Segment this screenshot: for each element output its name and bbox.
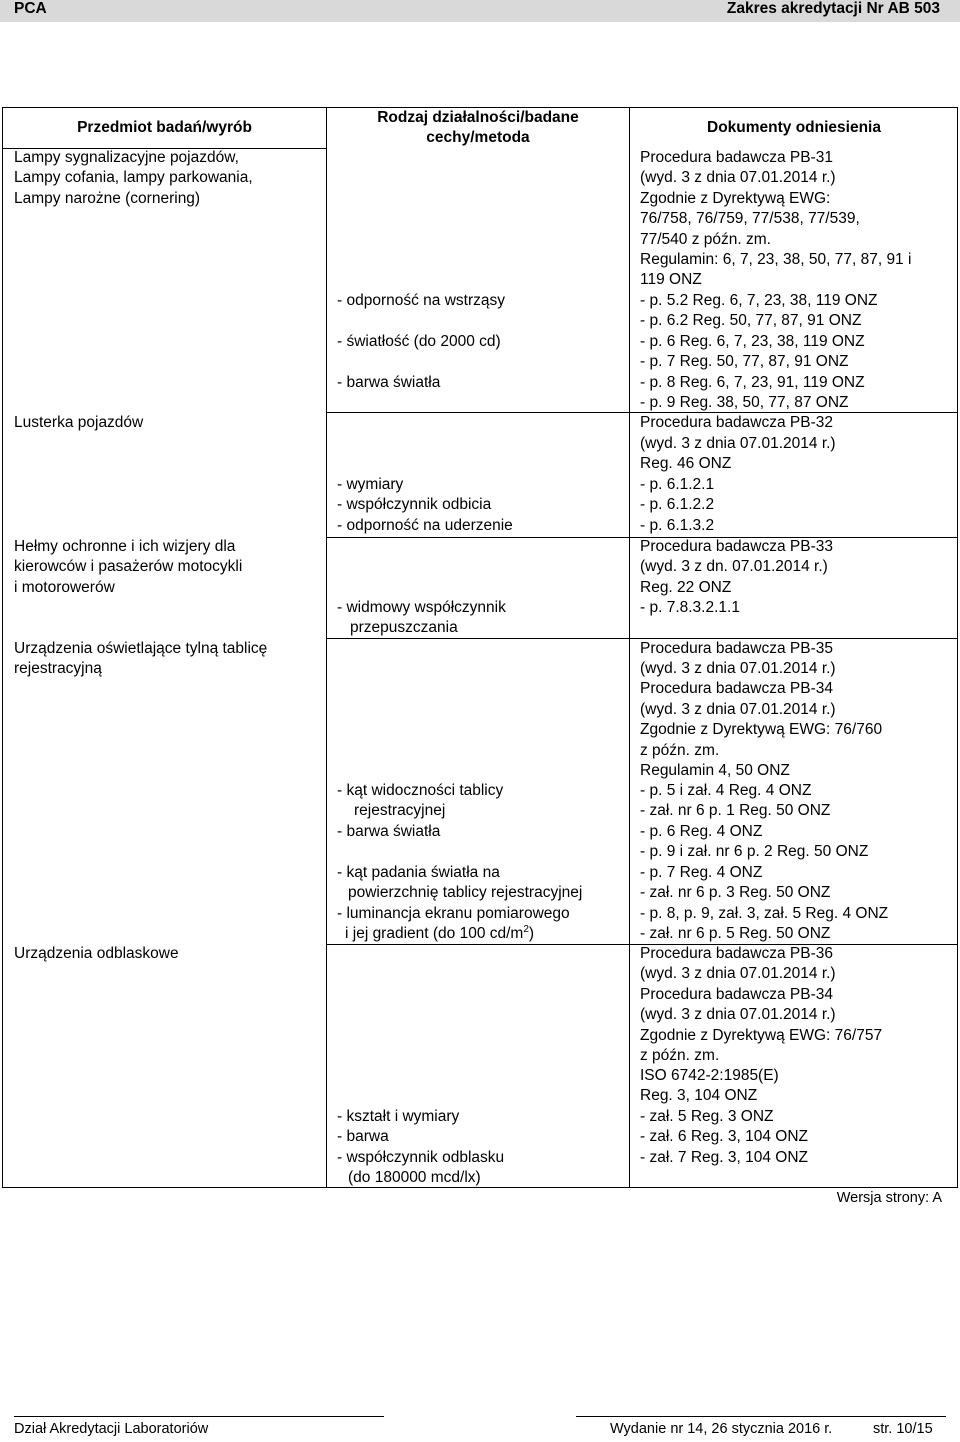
doc-plate-7: Regulamin 4, 50 ONZ — [640, 762, 790, 779]
feature-plate-luminance-2 — [345, 924, 534, 945]
col-header-documents: Dokumenty odniesienia — [707, 119, 881, 136]
header-org: PCA — [14, 0, 47, 17]
doc-plate-5: Zgodnie z Dyrektywą EWG: 76/760 — [640, 721, 883, 738]
doc-lamps-6: Regulamin: 6, 7, 23, 38, 50, 77, 87, 91 i — [640, 251, 912, 268]
feature-reflectors-coefficient-1: - współczynnik odblasku — [337, 1149, 505, 1166]
subject-helmets-1: Hełmy ochronne i ich wizjery dla — [14, 538, 236, 555]
doc-helmets-2: (wyd. 3 z dn. 07.01.2014 r.) — [640, 558, 828, 575]
ref-lamps-shock-1: - p. 5.2 Reg. 6, 7, 23, 38, 119 ONZ — [640, 292, 878, 309]
doc-reflectors-2: (wyd. 3 z dnia 07.01.2014 r.) — [640, 965, 836, 982]
subject-mirrors: Lusterka pojazdów — [14, 414, 144, 431]
footer-page-number: str. 10/15 — [873, 1421, 933, 1437]
feature-lamps-shock: - odporność na wstrząsy — [337, 292, 505, 309]
doc-plate-3: Procedura badawcza PB-34 — [640, 680, 834, 697]
doc-lamps-1: Procedura badawcza PB-31 — [640, 149, 834, 166]
ref-plate-incidence-1: - p. 7 Reg. 4 ONZ — [640, 864, 763, 881]
footer-edition: Wydanie nr 14, 26 stycznia 2016 r. — [610, 1421, 833, 1437]
doc-mirrors-3: Reg. 46 ONZ — [640, 455, 732, 472]
ref-plate-luminance-2: - zał. nr 6 p. 5 Reg. 50 ONZ — [640, 925, 831, 942]
subject-lamps-3: Lampy narożne (cornering) — [14, 190, 201, 207]
ref-plate-colour-2: - p. 9 i zał. nr 6 p. 2 Reg. 50 ONZ — [640, 843, 869, 860]
feature-lamps-colour: - barwa światła — [337, 374, 441, 391]
subject-lamps-1: Lampy sygnalizacyjne pojazdów, — [14, 149, 239, 166]
luminance-text: i jej gradient (do 100 cd/m — [345, 925, 524, 942]
feature-plate-angle-1: - kąt widoczności tablicy — [337, 782, 504, 799]
ref-lamps-shock-2: - p. 6.2 Reg. 50, 77, 87, 91 ONZ — [640, 312, 862, 329]
doc-helmets-1: Procedura badawcza PB-33 — [640, 538, 834, 555]
feature-plate-incidence-2: powierzchnię tablicy rejestracyjnej — [348, 884, 583, 901]
doc-reflectors-1: Procedura badawcza PB-36 — [640, 945, 834, 962]
subject-helmets-3: i motorowerów — [14, 579, 115, 596]
ref-plate-colour-1: - p. 6 Reg. 4 ONZ — [640, 823, 763, 840]
feature-mirrors-dimensions: - wymiary — [337, 476, 404, 493]
doc-lamps-5: 77/540 z późn. zm. — [640, 231, 771, 248]
doc-helmets-3: Reg. 22 ONZ — [640, 579, 732, 596]
column-divider-2 — [629, 107, 630, 1188]
ref-plate-angle-2: - zał. nr 6 p. 1 Reg. 50 ONZ — [640, 802, 831, 819]
feature-reflectors-coefficient-2: (do 180000 mcd/lx) — [348, 1169, 481, 1186]
doc-lamps-3: Zgodnie z Dyrektywą EWG: — [640, 190, 831, 207]
col-header-activity-1: Rodzaj działalności/badane — [377, 109, 579, 126]
feature-helmets-transmittance-2: przepuszczania — [350, 619, 458, 636]
doc-reflectors-3: Procedura badawcza PB-34 — [640, 986, 834, 1003]
ref-mirrors-dimensions: - p. 6.1.2.1 — [640, 476, 715, 493]
feature-plate-angle-2: rejestracyjnej — [354, 802, 446, 819]
doc-reflectors-7: ISO 6742-2:1985(E) — [640, 1067, 779, 1084]
page-header-bar — [0, 0, 960, 22]
feature-reflectors-shape: - kształt i wymiary — [337, 1108, 460, 1125]
doc-reflectors-5: Zgodnie z Dyrektywą EWG: 76/757 — [640, 1027, 883, 1044]
subject-plate-1: Urządzenia oświetlające tylną tablicę — [14, 640, 268, 657]
ref-lamps-intensity-2: - p. 7 Reg. 50, 77, 87, 91 ONZ — [640, 353, 849, 370]
column-divider-1 — [326, 107, 327, 1188]
ref-reflectors-shape: - zał. 5 Reg. 3 ONZ — [640, 1108, 774, 1125]
subject-plate-2: rejestracyjną — [14, 660, 102, 677]
doc-reflectors-8: Reg. 3, 104 ONZ — [640, 1087, 758, 1104]
footer-department: Dział Akredytacji Laboratoriów — [14, 1421, 209, 1437]
ref-reflectors-coefficient: - zał. 7 Reg. 3, 104 ONZ — [640, 1149, 808, 1166]
ref-plate-luminance-1: - p. 8, p. 9, zał. 3, zał. 5 Reg. 4 ONZ — [640, 905, 889, 922]
feature-reflectors-colour: - barwa — [337, 1128, 389, 1145]
feature-mirrors-reflectance: - współczynnik odbicia — [337, 496, 492, 513]
header-title: Zakres akredytacji Nr AB 503 — [726, 0, 940, 17]
luminance-close: ) — [528, 925, 535, 942]
doc-reflectors-6: z późn. zm. — [640, 1047, 720, 1064]
ref-lamps-colour-2: - p. 9 Reg. 38, 50, 77, 87 ONZ — [640, 394, 849, 411]
ref-reflectors-colour: - zał. 6 Reg. 3, 104 ONZ — [640, 1128, 808, 1145]
ref-plate-incidence-2: - zał. nr 6 p. 3 Reg. 50 ONZ — [640, 884, 831, 901]
doc-reflectors-4: (wyd. 3 z dnia 07.01.2014 r.) — [640, 1006, 836, 1023]
subject-lamps-2: Lampy cofania, lampy parkowania, — [14, 169, 253, 186]
doc-lamps-4: 76/758, 76/759, 77/538, 77/539, — [640, 210, 860, 227]
doc-lamps-2: (wyd. 3 z dnia 07.01.2014 r.) — [640, 169, 836, 186]
feature-mirrors-impact: - odporność na uderzenie — [337, 517, 513, 534]
doc-mirrors-2: (wyd. 3 z dnia 07.01.2014 r.) — [640, 435, 836, 452]
doc-plate-2: (wyd. 3 z dnia 07.01.2014 r.) — [640, 660, 836, 677]
ref-mirrors-impact: - p. 6.1.3.2 — [640, 517, 715, 534]
col-header-subject: Przedmiot badań/wyrób — [77, 119, 252, 136]
doc-plate-1: Procedura badawcza PB-35 — [640, 640, 834, 657]
feature-lamps-intensity: - światłość (do 2000 cd) — [337, 333, 501, 350]
ref-lamps-intensity-1: - p. 6 Reg. 6, 7, 23, 38, 119 ONZ — [640, 333, 865, 350]
footer-rule-left — [14, 1416, 384, 1417]
doc-plate-6: z późn. zm. — [640, 742, 720, 759]
feature-plate-luminance-1: - luminancja ekranu pomiarowego — [337, 905, 570, 922]
ref-plate-angle-1: - p. 5 i zał. 4 Reg. 4 ONZ — [640, 782, 812, 799]
ref-helmets-transmittance: - p. 7.8.3.2.1.1 — [640, 599, 740, 616]
doc-plate-4: (wyd. 3 z dnia 07.01.2014 r.) — [640, 701, 836, 718]
ref-lamps-colour-1: - p. 8 Reg. 6, 7, 23, 91, 119 ONZ — [640, 374, 865, 391]
col-header-activity-2: cechy/metoda — [426, 129, 530, 146]
doc-mirrors-1: Procedura badawcza PB-32 — [640, 414, 834, 431]
subject-helmets-2: kierowców i pasażerów motocykli — [14, 558, 243, 575]
ref-mirrors-reflectance: - p. 6.1.2.2 — [640, 496, 715, 513]
feature-helmets-transmittance-1: - widmowy współczynnik — [337, 599, 506, 616]
footer-rule-right — [576, 1416, 946, 1417]
luminance-superscript: 2 — [523, 923, 529, 935]
page-version: Wersja strony: A — [836, 1190, 942, 1206]
feature-plate-colour: - barwa światła — [337, 823, 441, 840]
doc-lamps-7: 119 ONZ — [640, 271, 702, 288]
feature-plate-incidence-1: - kąt padania światła na — [337, 864, 500, 881]
subject-reflectors: Urządzenia odblaskowe — [14, 945, 179, 962]
